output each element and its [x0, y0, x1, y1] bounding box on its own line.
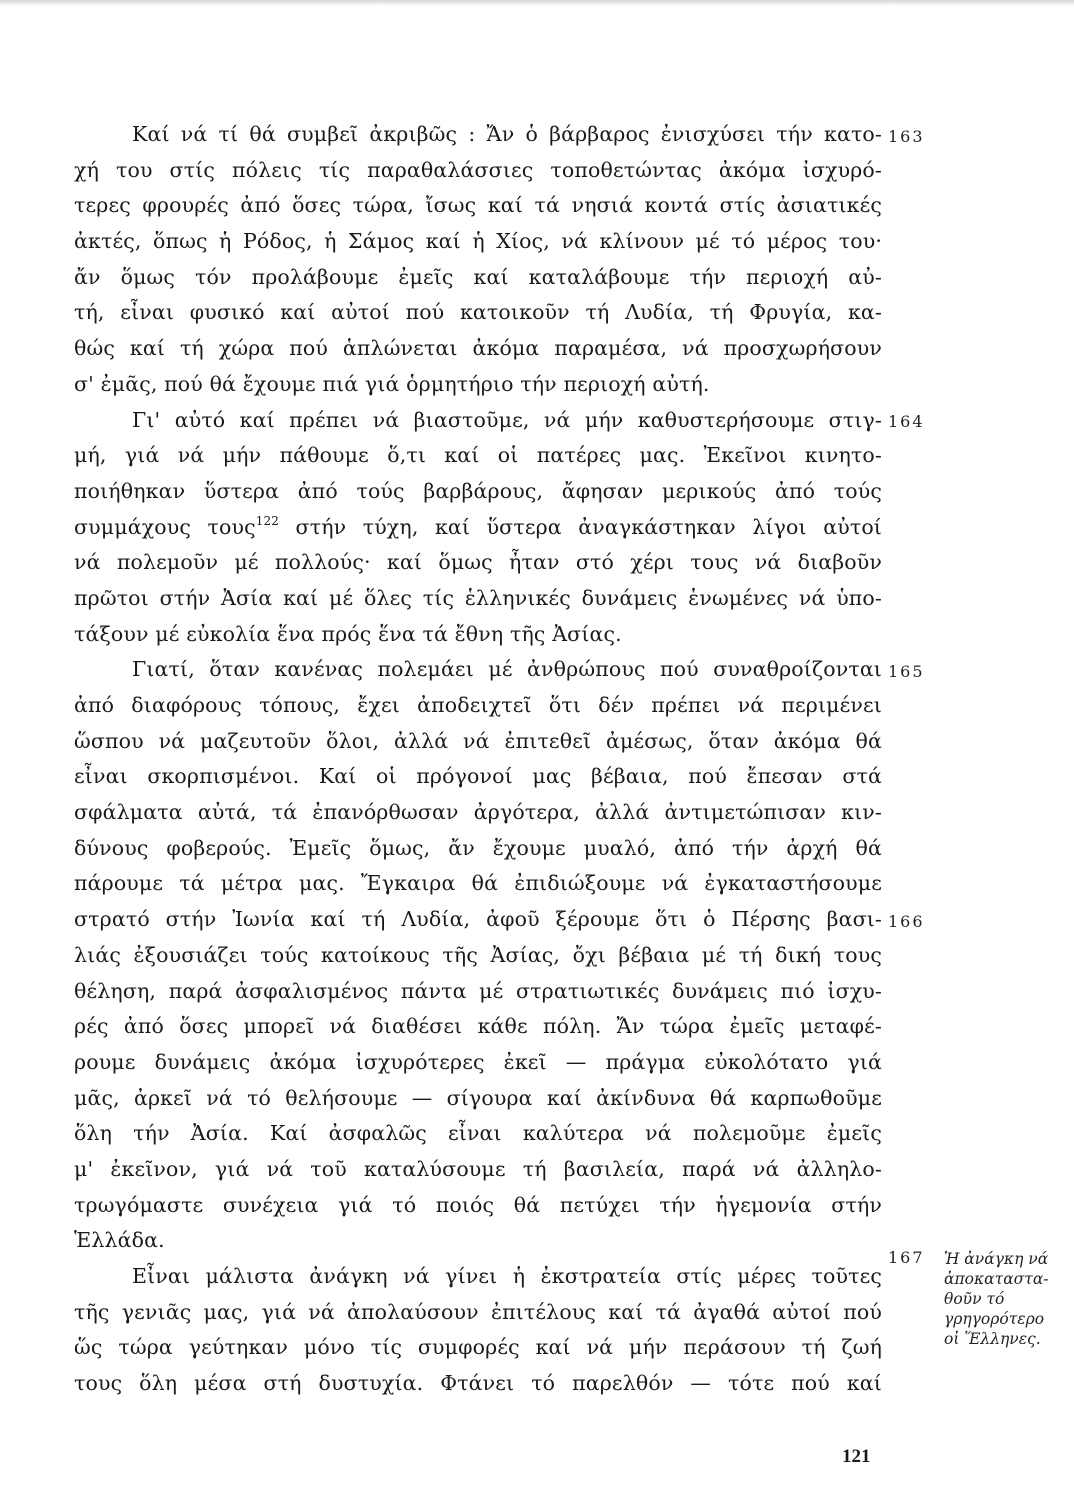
text-segment: συμμάχους τους [74, 514, 256, 539]
text-line: πάρουμε τά μέτρα μας. Ἔγκαιρα θά ἐπιδιώξουμε νά ἐγκαταστήσουμε [74, 871, 882, 896]
text-line: σφάλματα αὐτά, τά ἐπανόρθωσαν ἀργότερα, ἀλλά ἀντιμετώπισαν κιν- [74, 800, 882, 825]
margin-note-line: γρηγορότερο [944, 1310, 1045, 1328]
text-line: Γι' αὐτό καί πρέπει νά βιαστοῦμε, νά μήν καθυστερήσουμε στιγ- [132, 407, 882, 432]
section-number: 164 [888, 412, 925, 431]
text-line: τερες φρουρές ἀπό ὅσες τώρα, ἴσως καί τά νησιά κοντά στίς ἀσιατικές [74, 193, 882, 218]
text-line: Καί νά τί θά συμβεῖ ἀκριβῶς : Ἄν ὁ βάρβαρος ἐνισχύσει τήν κατο- [132, 122, 882, 146]
text-segment: στήν τύχη, καί ὕστερα ἀναγκάστηκαν λίγοι αὐτοί [279, 514, 882, 539]
text-line: Εἶναι μάλιστα ἀνάγκη νά γίνει ἡ ἐκστρατεία στίς μέρες τοῦτες [132, 1264, 882, 1288]
text-line: Γιατί, ὅταν κανένας πολεμάει μέ ἀνθρώπους πού συναθροίζονται [132, 657, 882, 682]
text-line-with-footnote [74, 510, 882, 546]
text-line: δύνους φοβερούς. Ἐμεῖς ὅμως, ἄν ἔχουμε μυαλό, ἀπό τήν ἀρχή θά [74, 835, 882, 860]
text-line: νά πολεμοῦν μέ πολλούς· καί ὅμως ἦταν στό χέρι τους νά διαβοῦν [74, 550, 882, 575]
page-edge-shadow [0, 0, 1074, 6]
section-number: 166 [888, 912, 925, 931]
text-line: στρατό στήν Ἰωνία καί τή Λυδία, ἀφοῦ ξέρουμε ὅτι ὁ Πέρσης βασι- [74, 907, 882, 932]
text-line: σ' ἐμᾶς, πού θά ἔχουμε πιά γιά ὁρμητήριο τήν περιοχή αὐτή. [74, 371, 710, 396]
text-line: Ἑλλάδα. [74, 1228, 165, 1253]
text-line: τάξουν μέ εὐκολία ἕνα πρός ἕνα τά ἔθνη τῆς Ἀσίας. [74, 621, 622, 646]
text-line: λιάς ἐξουσιάζει τούς κατοίκους τῆς Ἀσίας, ὄχι βέβαια μέ τή δική τους [74, 942, 882, 967]
text-line: ποιήθηκαν ὕστερα ἀπό τούς βαρβάρους, ἄφησαν μερικούς ἀπό τούς [74, 478, 882, 503]
text-line: μᾶς, ἀρκεῖ νά τό θελήσουμε — σίγουρα καί ἀκίνδυνα θά καρπωθοῦμε [74, 1085, 882, 1110]
text-line: ρουμε δυνάμεις ἀκόμα ἰσχυρότερες ἐκεῖ — πράγμα εὐκολότατο γιά [74, 1049, 882, 1074]
text-line: ὥσπου νά μαζευτοῦν ὅλοι, ἀλλά νά ἐπιτεθεῖ ἀμέσως, ὅταν ἀκόμα θά [74, 728, 882, 753]
text-line: μή, γιά νά μήν πάθουμε ὅ,τι καί οἱ πατέρες μας. Ἐκεῖνοι κινητο- [74, 443, 882, 468]
text-line: πρῶτοι στήν Ἀσία καί μέ ὅλες τίς ἑλληνικές δυνάμεις ἑνωμένες νά ὑπο- [74, 585, 882, 610]
text-line: χή του στίς πόλεις τίς παραθαλάσσιες τοποθετώντας ἀκόμα ἰσχυρό- [74, 157, 882, 182]
text-line: τρωγόμαστε συνέχεια γιά τό ποιός θά πετύχει τήν ἡγεμονία στήν [74, 1192, 882, 1217]
page-number: 121 [842, 1446, 871, 1467]
text-line: ἄν ὅμως τόν προλάβουμε ἐμεῖς καί καταλάβουμε τήν περιοχή αὐ- [74, 264, 882, 289]
margin-note-line: θοῦν τό [944, 1290, 1005, 1308]
text-line: τους ὅλη μέσα στή δυστυχία. Φτάνει τό παρελθόν — τότε πού καί [74, 1371, 882, 1396]
text-line: ὅλη τήν Ἀσία. Καί ἀσφαλῶς εἶναι καλύτερα νά πολεμοῦμε ἐμεῖς [74, 1121, 882, 1146]
text-line: ὥς τώρα γεύτηκαν μόνο τίς συμφορές καί νά μήν περάσουν τή ζωή [74, 1335, 882, 1360]
text-line: εἶναι σκορπισμένοι. Καί οἱ πρόγονοί μας βέβαια, πού ἔπεσαν στά [74, 764, 882, 789]
text-line: ἀπό διαφόρους τόπους, ἔχει ἀποδειχτεῖ ὅτι δέν πρέπει νά περιμένει [74, 693, 882, 717]
section-number: 163 [888, 127, 925, 146]
footnote-ref: 122 [255, 513, 280, 528]
section-number: 165 [888, 662, 925, 681]
text-line: θώς καί τή χώρα πού ἁπλώνεται ἀκόμα παραμέσα, νά προσχωρήσουν [74, 336, 882, 361]
text-line: τῆς γενιᾶς μας, γιά νά ἀπολαύσουν ἐπιτέλους καί τά ἀγαθά αὐτοί πού [74, 1299, 882, 1324]
text-line: μ' ἐκεῖνον, γιά νά τοῦ καταλύσουμε τή βασιλεία, παρά νά ἀλληλο- [74, 1156, 882, 1181]
text-line: ρές ἀπό ὅσες μπορεῖ νά διαθέσει κάθε πόλη. Ἄν τώρα ἐμεῖς μεταφέ- [74, 1014, 882, 1039]
text-line: θέληση, παρά ἀσφαλισμένος πάντα μέ στρατιωτικές δυνάμεις πιό ἰσχυ- [74, 978, 882, 1003]
margin-note-line: ἀποκαταστα- [944, 1270, 1049, 1288]
main-text-block [74, 117, 882, 1402]
margin-note-line: οἱ Ἕλληνες. [944, 1330, 1041, 1348]
margin-note [944, 1249, 1070, 1349]
margin-note-line: Ἡ ἀνάγκη νά [944, 1250, 1049, 1268]
text-line: ἀκτές, ὅπως ἡ Ρόδος, ἡ Σάμος καί ἡ Χίος, νά κλίνουν μέ τό μέρος του· [74, 229, 882, 254]
section-number: 167 [888, 1248, 925, 1267]
text-line: τή, εἶναι φυσικό καί αὐτοί πού κατοικοῦν τή Λυδία, τή Φρυγία, κα- [74, 300, 882, 325]
